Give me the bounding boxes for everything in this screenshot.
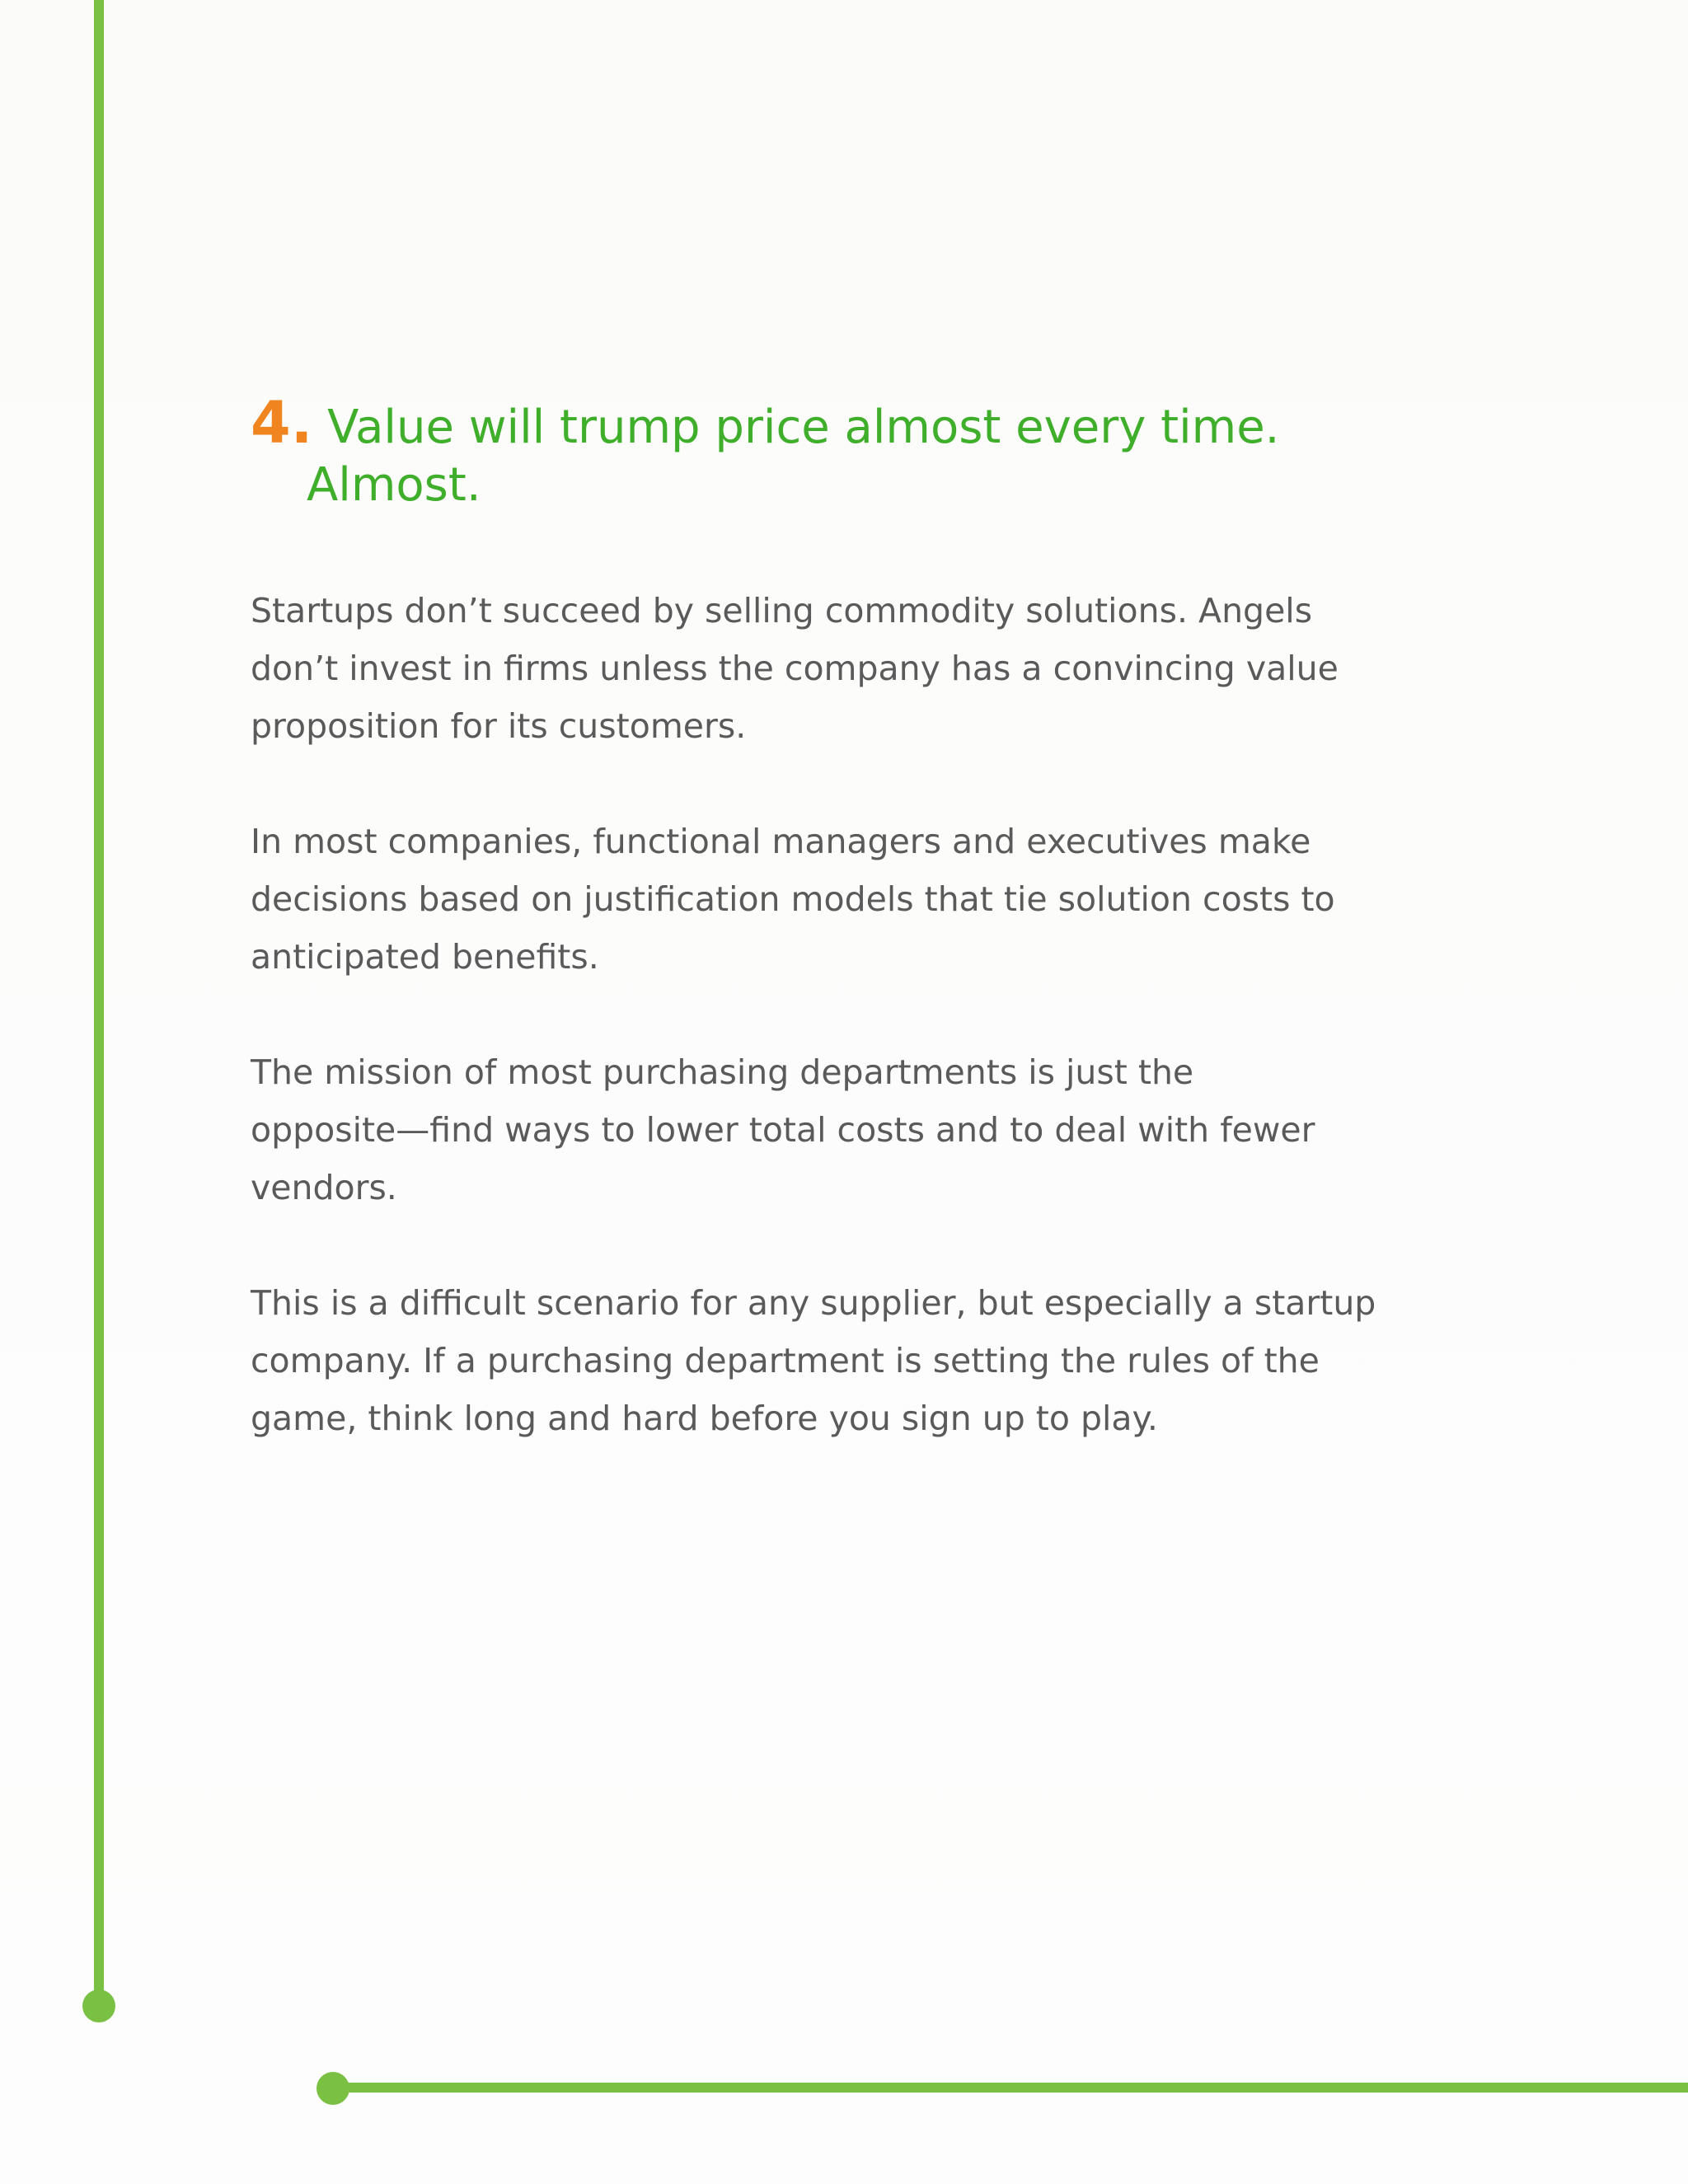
paragraph-line: Startups don’t succeed by selling commodity solutions. Angels: [251, 591, 1313, 630]
paragraph-line: proposition for its customers.: [251, 706, 747, 746]
paragraph-line: anticipated benefits.: [251, 937, 599, 977]
paragraph-4: [251, 1274, 1437, 1447]
section-heading: [251, 389, 1470, 514]
paragraph-line: opposite—find ways to lower total costs and to deal with fewer: [251, 1110, 1315, 1150]
vertical-accent-line: [94, 0, 104, 2008]
vertical-line-end-dot: [82, 1990, 115, 2022]
paragraph-line: The mission of most purchasing departments is just the: [251, 1052, 1194, 1092]
paragraph-line: decisions based on justification models that tie solution costs to: [251, 879, 1335, 919]
paragraph-line: company. If a purchasing department is setting the rules of the: [251, 1341, 1320, 1380]
body-text: [251, 582, 1437, 1505]
paragraph-line: game, think long and hard before you sign up to play.: [251, 1399, 1158, 1438]
section-number: 4.: [251, 389, 313, 457]
paragraph-1: [251, 582, 1437, 755]
paragraph-line: In most companies, functional managers and executives make: [251, 822, 1311, 861]
section-title-line-1: Value will trump price almost every time.: [327, 401, 1280, 454]
paragraph-2: [251, 813, 1437, 986]
paragraph-line: vendors.: [251, 1168, 397, 1207]
paragraph-line: This is a difficult scenario for any supplier, but especially a startup: [251, 1283, 1376, 1323]
section-title-line-2: Almost.: [307, 458, 481, 512]
paragraph-3: [251, 1043, 1437, 1216]
paragraph-line: don’t invest in firms unless the company has a convincing value: [251, 649, 1339, 688]
horizontal-accent-line: [333, 2083, 1688, 2093]
